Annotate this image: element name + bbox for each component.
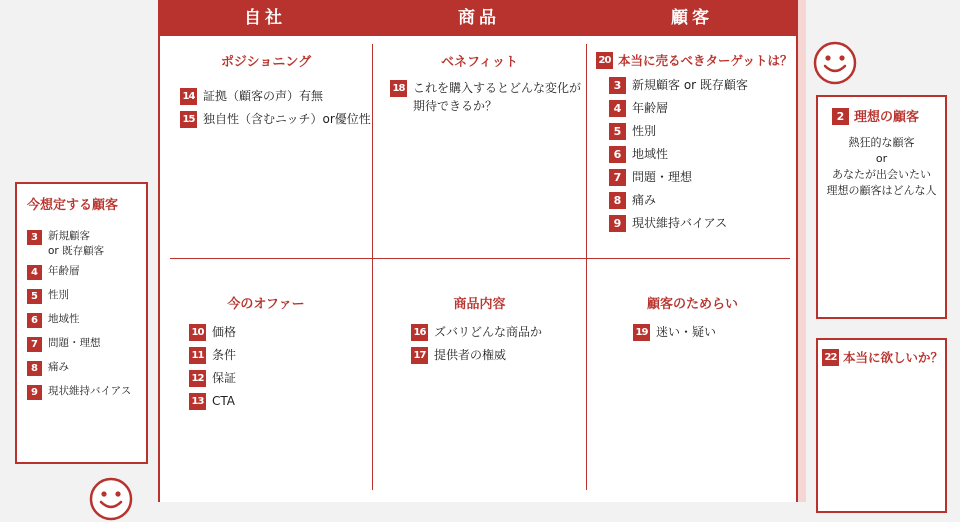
item-label: 価格: [212, 325, 237, 339]
list-item: [609, 214, 748, 232]
step-number: 10: [189, 324, 206, 341]
target-heading: [596, 51, 793, 69]
step-number: 20: [596, 52, 613, 69]
list-item: [609, 145, 748, 163]
grid-divider-1: [372, 44, 373, 490]
ideal-customer-line4: 理想の顧客はどんな人: [826, 184, 937, 197]
item-label: ズバリどんな商品か: [434, 325, 543, 339]
hesitation-title: 顧客のためらい: [646, 297, 738, 312]
benefit-title: ベネフィット: [441, 55, 518, 70]
list-item: [189, 323, 236, 341]
step-number: 18: [390, 80, 407, 97]
ideal-customer-line2: or: [875, 152, 888, 165]
list-item: [609, 99, 748, 117]
board-shadow: [797, 0, 806, 502]
step-number: 5: [27, 289, 42, 304]
item-label-line1: 新規顧客: [48, 230, 90, 242]
ideal-customer-heading: [832, 106, 919, 125]
offer-list: [189, 323, 236, 410]
item-label: 保証: [212, 371, 237, 385]
list-item: [411, 323, 542, 341]
list-item: [27, 360, 131, 376]
header-company: 自社: [244, 8, 286, 28]
really-want-box: [816, 338, 947, 513]
list-item: [27, 336, 131, 352]
list-item: [609, 168, 748, 186]
item-label-line2: or 既存顧客: [48, 245, 105, 257]
really-want-title: 本当に欲しいか？: [843, 350, 944, 365]
step-number: 16: [411, 324, 428, 341]
list-item: [27, 229, 131, 259]
benefit-list: [390, 79, 581, 115]
list-item: [390, 79, 581, 115]
smiley-face-icon: [88, 476, 134, 522]
list-item: [27, 288, 131, 304]
step-number: 15: [180, 111, 197, 128]
step-number: 6: [609, 146, 626, 163]
step-number: 9: [27, 385, 42, 400]
ideal-customer-box: [816, 95, 947, 319]
item-label: [48, 229, 104, 259]
header-product: 商品: [458, 8, 500, 28]
item-label: 問題・理想: [632, 170, 693, 184]
grid-divider-2: [586, 44, 587, 490]
item-label: 年齢層: [48, 265, 80, 277]
item-label: 年齢層: [632, 101, 669, 115]
really-want-heading: [822, 348, 943, 366]
item-label: 痛み: [632, 193, 657, 207]
item-label: 提供者の権威: [434, 348, 507, 362]
list-item: [189, 369, 236, 387]
smiley-face-icon: [812, 40, 858, 86]
item-label-line1: これを購入するとどんな変化が: [413, 81, 582, 95]
step-number: 12: [189, 370, 206, 387]
positioning-title: ポジショニング: [220, 55, 312, 70]
step-number: 13: [189, 393, 206, 410]
step-number: 4: [609, 100, 626, 117]
item-label: 性別: [632, 124, 657, 138]
step-number: 5: [609, 123, 626, 140]
item-label: 現状維持バイアス: [48, 385, 132, 397]
step-number: 7: [609, 169, 626, 186]
list-item: [609, 76, 748, 94]
list-item: [180, 87, 371, 105]
list-item: [27, 312, 131, 328]
item-label: 性別: [48, 289, 69, 301]
step-number: 3: [27, 230, 42, 245]
ideal-customer-line1: 熱狂的な顧客: [848, 136, 915, 149]
offer-title: 今のオファー: [227, 297, 305, 312]
board-header: [158, 0, 798, 36]
list-item: [180, 110, 371, 128]
step-number: 9: [609, 215, 626, 232]
step-number: 2: [832, 108, 849, 125]
product-content-title: 商品内容: [453, 297, 506, 312]
ideal-customer-line3: あなたが出会いたい: [832, 168, 931, 181]
ideal-customer-description: [818, 135, 945, 199]
step-number: 4: [27, 265, 42, 280]
positioning-list: [180, 87, 371, 128]
step-number: 3: [609, 77, 626, 94]
step-number: 8: [609, 192, 626, 209]
step-number: 6: [27, 313, 42, 328]
step-number: 8: [27, 361, 42, 376]
list-item: [609, 191, 748, 209]
item-label: 現状維持バイアス: [632, 216, 728, 230]
target-title: 本当に売るべきターゲットは？: [618, 53, 793, 68]
list-item: [27, 264, 131, 280]
item-label: 独自性（含むニッチ）or優位性: [203, 112, 371, 126]
list-item: [633, 323, 716, 341]
step-number: 22: [822, 349, 839, 366]
current-customer-title: 今想定する顧客: [27, 198, 119, 213]
item-label: 痛み: [48, 361, 69, 373]
item-label: 問題・理想: [48, 337, 101, 349]
header-customer: 顧客: [671, 8, 713, 28]
list-item: [189, 392, 236, 410]
item-label: CTA: [212, 394, 235, 408]
step-number: 7: [27, 337, 42, 352]
list-item: [27, 384, 131, 400]
step-number: 19: [633, 324, 650, 341]
item-label-line2: 期待できるか？: [413, 99, 498, 113]
grid-divider-horizontal: [170, 258, 790, 259]
hesitation-list: [633, 323, 716, 341]
list-item: [411, 346, 542, 364]
current-customer-box: [15, 182, 148, 464]
target-list: [609, 76, 748, 232]
product-content-list: [411, 323, 542, 364]
item-label: 迷い・疑い: [656, 325, 717, 339]
item-label: [413, 79, 581, 115]
current-customer-list: [27, 229, 131, 400]
item-label: 新規顧客 or 既存顧客: [632, 78, 748, 92]
step-number: 11: [189, 347, 206, 364]
ideal-customer-title: 理想の顧客: [854, 110, 920, 125]
item-label: 地域性: [632, 147, 669, 161]
item-label: 証拠（顧客の声）有無: [203, 89, 324, 103]
step-number: 14: [180, 88, 197, 105]
item-label: 条件: [212, 348, 237, 362]
item-label: 地域性: [48, 313, 80, 325]
step-number: 17: [411, 347, 428, 364]
list-item: [189, 346, 236, 364]
list-item: [609, 122, 748, 140]
